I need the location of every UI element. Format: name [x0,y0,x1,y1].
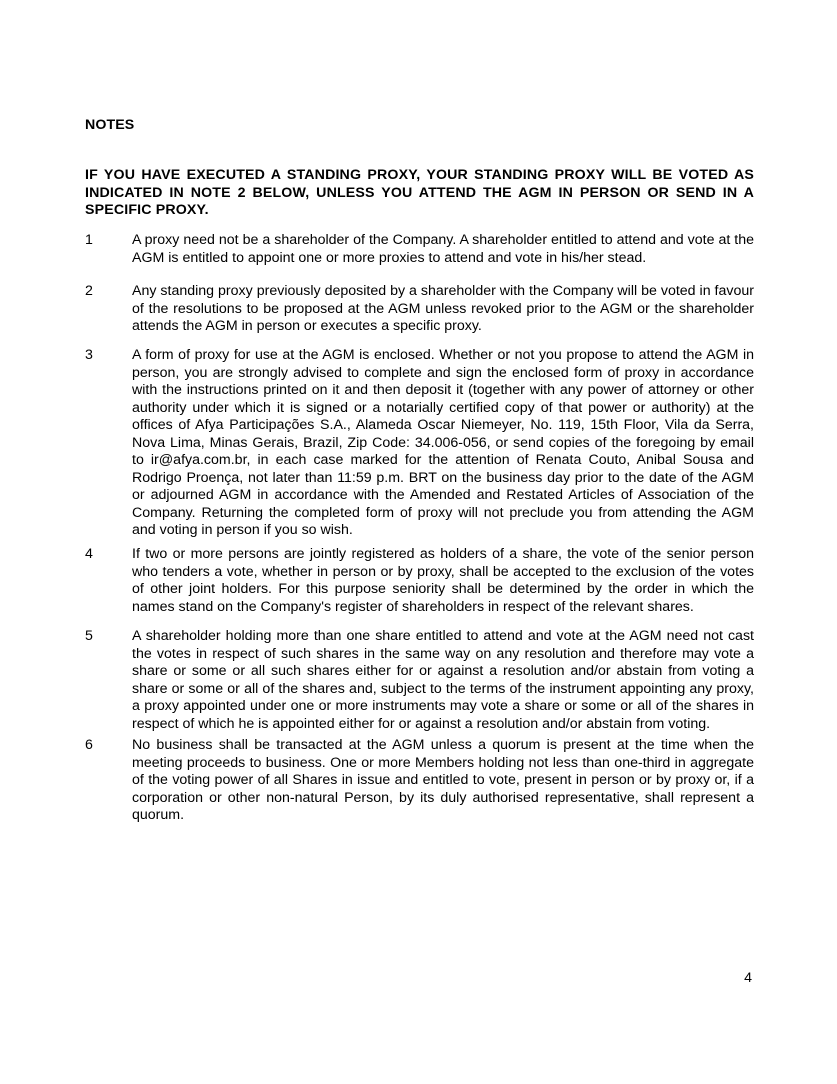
standing-proxy-warning: IF YOU HAVE EXECUTED A STANDING PROXY, YOUR STANDING PROXY WILL BE VOTED AS INDICATED IN NOTE 2 BELOW, UNLESS YOU ATTEND THE AGM IN PERSON OR SEND IN A SPECIFIC PROXY. [85,167,754,218]
note-text: No business shall be transacted at the AGM unless a quorum is present at the time when the meeting proceeds to business. One or more Members holding not less than one-third in aggregate of the voting power of all Shares in issue and entitled to vote, present in person or by proxy or, if a corporation or other non-natural Person, by its duly authorised representative, shall represent a quorum. [132,737,754,823]
note-text: A shareholder holding more than one share entitled to attend and vote at the AGM need not cast the votes in respect of such shares in the same way on any resolution and therefore may vote a share or some or all such shares either for or against a resolution and/or abstain from voting a share or some or all of the shares and, subject to the terms of the instrument appointing any proxy, a proxy appointed under one or more instruments may vote a share or some or all of the shares in respect of which he is appointed either for or against a resolution and/or abstain from voting. [132,628,754,732]
note-item-5 [85,628,754,733]
note-number: 5 [85,628,93,644]
note-text: A form of proxy for use at the AGM is enclosed. Whether or not you propose to attend the AGM in person, you are strongly advised to complete and sign the enclosed form of proxy in accordance with the instructions printed on it and then deposit it (together with any power of attorney or other authority under which it is signed or a notarially certified copy of that power or authority) at the offices of Afya Participações S.A., Alameda Oscar Niemeyer, No. 119, 15th Floor, Vila da Serra, Nova Lima, Minas Gerais, Brazil, Zip Code: 34.006-056, or send copies of the foregoing by email to ir@afya.com.br, in each case marked for the attention of Renata Couto, Anibal Sousa and Rodrigo Proença, not later than 11:59 p.m. BRT on the business day prior to the date of the AGM or adjourned AGM in accordance with the Amended and Restated Articles of Association of the Company. Returning the completed form of proxy will not preclude you from attending the AGM and voting in person if you so wish. [132,347,754,538]
note-item-3 [85,347,754,540]
note-number: 2 [85,283,93,299]
note-number: 1 [85,232,93,248]
note-item-1 [85,232,754,267]
note-item-2 [85,283,754,336]
note-item-6 [85,737,754,825]
notes-heading: NOTES [85,117,135,133]
note-item-4 [85,546,754,616]
note-number: 6 [85,737,93,753]
note-text: If two or more persons are jointly registered as holders of a share, the vote of the senior person who tenders a vote, whether in person or by proxy, shall be accepted to the exclusion of the votes of other joint holders. For this purpose seniority shall be determined by the order in which the names stand on the Company's register of shareholders in respect of the relevant shares. [132,546,754,615]
note-text: Any standing proxy previously deposited by a shareholder with the Company will be voted in favour of the resolutions to be proposed at the AGM unless revoked prior to the AGM or the shareholder attends the AGM in person or executes a specific proxy. [132,283,754,334]
note-text: A proxy need not be a shareholder of the Company. A shareholder entitled to attend and vote at the AGM is entitled to appoint one or more proxies to attend and vote in his/her stead. [132,232,754,266]
note-number: 4 [85,546,93,562]
note-number: 3 [85,347,93,363]
page-number: 4 [744,970,752,986]
